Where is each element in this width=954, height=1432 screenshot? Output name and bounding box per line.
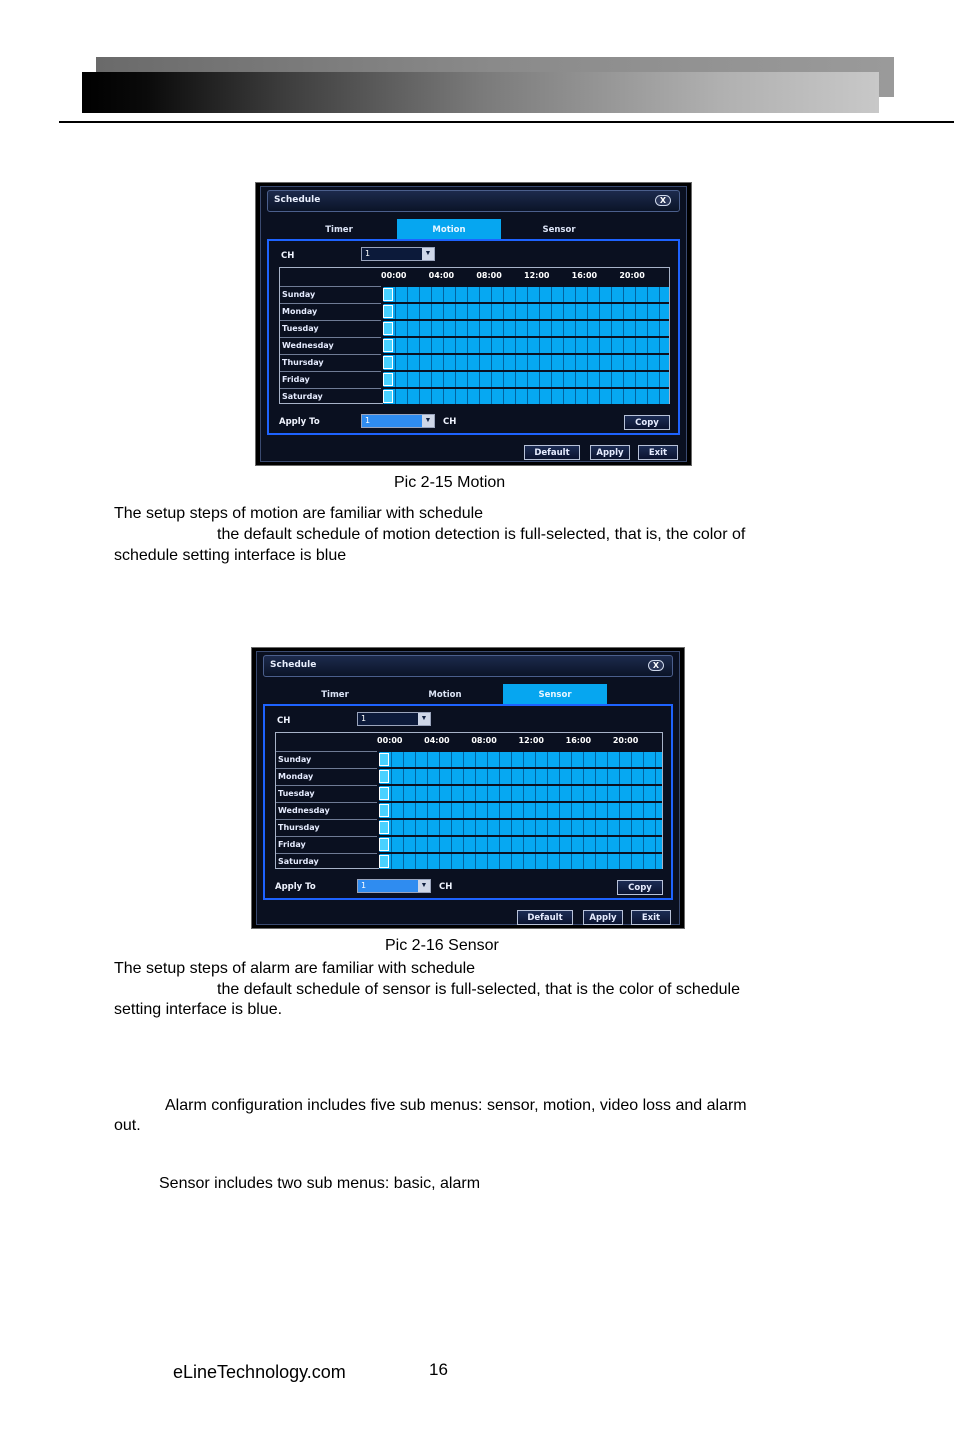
ch-label: CH bbox=[281, 251, 295, 261]
footer-page-number: 16 bbox=[429, 1360, 448, 1379]
apply-to-value: 1 bbox=[365, 416, 371, 425]
hour-label: 20:00 bbox=[612, 736, 639, 745]
apply-to-label: Apply To bbox=[279, 417, 320, 427]
selection-cursor-cell[interactable] bbox=[383, 390, 393, 403]
chevron-down-icon: ▼ bbox=[422, 248, 434, 260]
hour-label: 12:00 bbox=[524, 271, 550, 280]
apply-to-select[interactable] bbox=[361, 414, 435, 428]
apply-ch-label: CH bbox=[443, 417, 457, 427]
hour-label: 16:00 bbox=[571, 271, 598, 280]
copy-button[interactable]: Copy bbox=[624, 415, 670, 430]
day-label: Monday bbox=[278, 772, 314, 781]
selection-cursor-cell[interactable] bbox=[379, 804, 389, 817]
sensor-text-line3: setting interface is blue. bbox=[114, 1001, 283, 1018]
row-divider bbox=[280, 320, 381, 321]
apply-button[interactable]: Apply bbox=[583, 910, 623, 925]
hour-label: 08:00 bbox=[471, 736, 497, 745]
day-schedule-row[interactable] bbox=[379, 769, 662, 784]
schedule-titlebar bbox=[267, 190, 680, 212]
schedule-titlebar bbox=[263, 655, 673, 677]
schedule-window bbox=[260, 186, 687, 462]
hour-label: 00:00 bbox=[381, 271, 407, 280]
tab-timer[interactable]: Timer bbox=[325, 225, 353, 235]
selection-cursor-cell[interactable] bbox=[379, 787, 389, 800]
motion-text-line2: the default schedule of motion detection is full-selected, that is, the color of bbox=[217, 526, 746, 543]
alarm-text-line1: Alarm configuration includes five sub menus: sensor, motion, video loss and alarm bbox=[165, 1097, 747, 1114]
tab-sensor[interactable]: Sensor bbox=[542, 225, 576, 235]
row-divider bbox=[280, 388, 381, 389]
ch-select[interactable] bbox=[357, 712, 431, 726]
motion-schedule-screenshot bbox=[255, 182, 692, 466]
day-label: Tuesday bbox=[278, 789, 315, 798]
day-schedule-row[interactable] bbox=[379, 803, 662, 818]
schedule-title: Schedule bbox=[270, 660, 317, 670]
row-divider bbox=[276, 751, 377, 752]
chevron-down-icon: ▼ bbox=[418, 880, 430, 892]
day-label: Saturday bbox=[282, 392, 323, 401]
close-icon[interactable]: X bbox=[655, 195, 671, 206]
hour-label: 12:00 bbox=[518, 736, 544, 745]
selection-cursor-cell[interactable] bbox=[379, 821, 389, 834]
hour-label: 08:00 bbox=[476, 271, 502, 280]
schedule-grid bbox=[275, 732, 663, 869]
hour-label: 04:00 bbox=[428, 271, 455, 280]
selection-cursor-cell[interactable] bbox=[379, 855, 389, 868]
header-band-front bbox=[82, 72, 879, 113]
schedule-title: Schedule bbox=[274, 195, 321, 205]
figure-caption-sensor: Pic 2-16 Sensor bbox=[385, 937, 499, 954]
row-divider bbox=[280, 286, 381, 287]
day-label: Thursday bbox=[282, 358, 324, 367]
selection-cursor-cell[interactable] bbox=[383, 373, 393, 386]
default-button[interactable]: Default bbox=[517, 910, 573, 925]
day-label: Friday bbox=[278, 840, 306, 849]
schedule-grid bbox=[279, 267, 670, 404]
hour-label: 04:00 bbox=[424, 736, 450, 745]
ch-select[interactable] bbox=[361, 247, 435, 261]
selection-cursor-cell[interactable] bbox=[383, 305, 393, 318]
day-schedule-row[interactable] bbox=[379, 820, 662, 835]
day-schedule-row[interactable] bbox=[379, 854, 662, 869]
row-divider bbox=[280, 337, 381, 338]
tab-timer[interactable]: Timer bbox=[321, 690, 349, 700]
sensor-text-line2: the default schedule of sensor is full-selected, that is the color of schedule bbox=[217, 981, 740, 998]
day-label: Monday bbox=[282, 307, 318, 316]
selection-cursor-cell[interactable] bbox=[383, 339, 393, 352]
day-schedule-row[interactable] bbox=[379, 786, 662, 801]
selection-cursor-cell[interactable] bbox=[379, 838, 389, 851]
row-divider bbox=[276, 785, 377, 786]
tab-motion[interactable]: Motion bbox=[397, 219, 501, 239]
sensor-schedule-screenshot bbox=[251, 647, 685, 929]
footer-site: eLineTechnology.com bbox=[173, 1362, 346, 1382]
tab-sensor[interactable]: Sensor bbox=[503, 684, 607, 704]
day-schedule-row[interactable] bbox=[379, 752, 662, 767]
sensor-submenu-text: Sensor includes two sub menus: basic, alarm bbox=[159, 1175, 481, 1192]
hour-label: 00:00 bbox=[377, 736, 403, 745]
day-schedule-row[interactable] bbox=[379, 837, 662, 852]
day-label: Tuesday bbox=[282, 324, 319, 333]
day-label: Wednesday bbox=[278, 806, 330, 815]
ch-label: CH bbox=[277, 716, 291, 726]
row-divider bbox=[276, 819, 377, 820]
row-divider bbox=[276, 853, 377, 854]
tab-motion[interactable]: Motion bbox=[428, 690, 462, 700]
apply-button[interactable]: Apply bbox=[590, 445, 630, 460]
apply-to-select[interactable] bbox=[357, 879, 431, 893]
day-label: Thursday bbox=[278, 823, 320, 832]
day-schedule-row[interactable] bbox=[383, 372, 669, 387]
motion-text-line3: schedule setting interface is blue bbox=[114, 547, 347, 564]
exit-button[interactable]: Exit bbox=[631, 910, 671, 925]
hour-label: 16:00 bbox=[565, 736, 592, 745]
selection-cursor-cell[interactable] bbox=[379, 753, 389, 766]
selection-cursor-cell[interactable] bbox=[383, 288, 393, 301]
row-divider bbox=[280, 371, 381, 372]
schedule-window bbox=[256, 651, 680, 925]
day-label: Sunday bbox=[278, 755, 312, 764]
day-schedule-row[interactable] bbox=[383, 321, 669, 336]
header-rule bbox=[59, 121, 954, 123]
row-divider bbox=[280, 303, 381, 304]
day-label: Friday bbox=[282, 375, 310, 384]
schedule-tabs bbox=[263, 684, 673, 704]
row-divider bbox=[276, 802, 377, 803]
alarm-text-line2: out. bbox=[114, 1117, 141, 1134]
ch-select-value: 1 bbox=[365, 249, 371, 258]
selection-cursor-cell[interactable] bbox=[383, 356, 393, 369]
apply-ch-label: CH bbox=[439, 882, 453, 892]
day-label: Saturday bbox=[278, 857, 319, 866]
day-schedule-row[interactable] bbox=[383, 355, 669, 370]
default-button[interactable]: Default bbox=[524, 445, 580, 460]
copy-button[interactable]: Copy bbox=[617, 880, 663, 895]
figure-caption-motion: Pic 2-15 Motion bbox=[394, 474, 506, 491]
chevron-down-icon: ▼ bbox=[422, 415, 434, 427]
row-divider bbox=[276, 768, 377, 769]
day-label: Wednesday bbox=[282, 341, 334, 350]
ch-select-value: 1 bbox=[361, 714, 367, 723]
apply-to-label: Apply To bbox=[275, 882, 316, 892]
close-icon[interactable]: X bbox=[648, 660, 664, 671]
day-schedule-row[interactable] bbox=[383, 304, 669, 319]
row-divider bbox=[280, 354, 381, 355]
day-schedule-row[interactable] bbox=[383, 389, 669, 404]
chevron-down-icon: ▼ bbox=[418, 713, 430, 725]
row-divider bbox=[276, 836, 377, 837]
day-schedule-row[interactable] bbox=[383, 338, 669, 353]
selection-cursor-cell[interactable] bbox=[383, 322, 393, 335]
day-label: Sunday bbox=[282, 290, 316, 299]
sensor-text-line1: The setup steps of alarm are familiar with schedule bbox=[114, 960, 476, 977]
schedule-panel bbox=[263, 704, 673, 900]
day-schedule-row[interactable] bbox=[383, 287, 669, 302]
schedule-tabs bbox=[267, 219, 680, 239]
exit-button[interactable]: Exit bbox=[638, 445, 678, 460]
hour-label: 20:00 bbox=[619, 271, 645, 280]
selection-cursor-cell[interactable] bbox=[379, 770, 389, 783]
apply-to-value: 1 bbox=[361, 881, 367, 890]
schedule-panel bbox=[267, 239, 680, 435]
motion-text-line1: The setup steps of motion are familiar with schedule bbox=[114, 505, 484, 522]
